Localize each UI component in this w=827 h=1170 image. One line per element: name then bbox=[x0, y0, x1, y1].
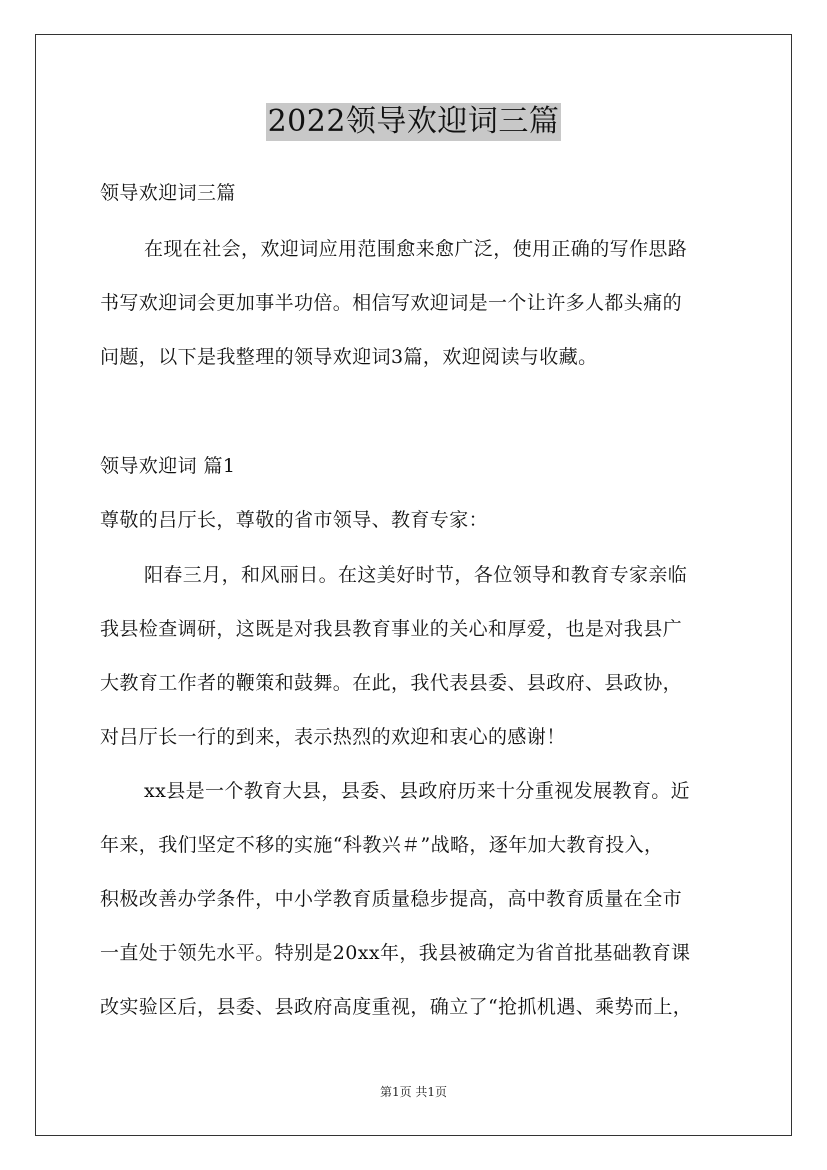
body-line-6: 年来，我们坚定不移的实施“科教兴＃”战略，逐年加大教育投入， bbox=[100, 834, 664, 856]
page-footer: 第1页 共1页 bbox=[379, 1085, 448, 1099]
body-line-4: 对吕厅长一行的到来，表示热烈的欢迎和衷心的感谢！ bbox=[100, 726, 566, 748]
body-line-8: 一直处于领先水平。特别是20xx年，我县被确定为省首批基础教育课 bbox=[100, 942, 691, 964]
subsection-heading: 领导欢迎词 篇1 bbox=[100, 455, 236, 477]
body-line-9: 改实验区后，县委、县政府高度重视，确立了“抢抓机遇、乘势而上， bbox=[100, 996, 693, 1018]
title-container bbox=[0, 103, 827, 141]
section-heading: 领导欢迎词三篇 bbox=[100, 182, 236, 204]
salutation: 尊敬的吕厅长，尊敬的省市领导、教育专家： bbox=[100, 509, 489, 531]
body-line-3: 大教育工作者的鞭策和鼓舞。在此，我代表县委、县政府、县政协， bbox=[100, 672, 683, 694]
intro-line-1: 在现在社会，欢迎词应用范围愈来愈广泛，使用正确的写作思路 bbox=[144, 238, 688, 260]
intro-line-3: 问题，以下是我整理的领导欢迎词3篇，欢迎阅读与收藏。 bbox=[100, 346, 598, 368]
body-line-7: 积极改善办学条件，中小学教育质量稳步提高，高中教育质量在全市 bbox=[100, 888, 683, 910]
intro-line-2: 书写欢迎词会更加事半功倍。相信写欢迎词是一个让许多人都头痛的 bbox=[100, 292, 683, 314]
body-line-5: xx县是一个教育大县，县委、县政府历来十分重视发展教育。近 bbox=[144, 780, 691, 802]
document-title: 2022领导欢迎词三篇 bbox=[267, 104, 560, 139]
body-line-2: 我县检查调研，这既是对我县教育事业的关心和厚爱，也是对我县广 bbox=[100, 618, 683, 640]
body-line-1: 阳春三月，和风丽日。在这美好时节，各位领导和教育专家亲临 bbox=[144, 564, 688, 586]
